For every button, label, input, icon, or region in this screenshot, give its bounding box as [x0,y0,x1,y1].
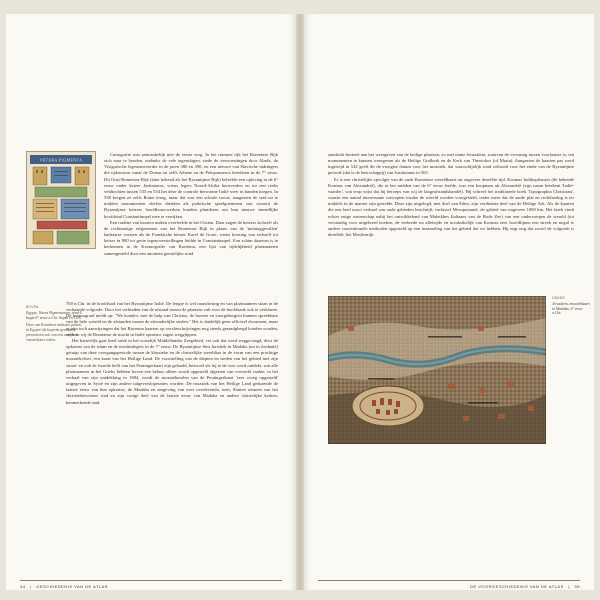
page-number: 35 [574,584,580,589]
caption-label: ONDER [552,296,566,300]
paragraph: Cartografie was aanvankelijk niet de eerste zorg. In het ruimere rijk het Romeinse Rijk zich naar te houden, ondanks de vele tegenslagen, stede de verwoestingen door Alarik, de Visigotische legeraanvoerder in de jaren 380 en 390, en een nieuwe van Slavische indringers die tijdstroom vanaf de Donau en zelfs Athene en de Peloponnesos bereikten in de 7° eeuw. Dit Oost-Romeinse Rijk (later bekend als het Byzantijnse Rijk) beleefde een opleving in de 6° eeuw onder keizer Justinianus, wiens legers Noord-Afrika heroverden en nu een reeks veldtochten tussen 535 en 554 het deze de controle herwonne Italië weer in handen kregen. In 538 kregen ze zelfs Rome terug, maar dat was een schrale troost, aangezien de stad nu te midden monumenten slechts dienden als praktische speelgoemmen van waaruit de Byzantijnse keizers hoofdbouwwerken konden plunderen om hun nieuwe stenedlijke hoofdstad Constantinopel mee te verrijken. [104,152,278,219]
figure-banner-text: VETERA PIGMENTA [39,157,83,163]
paragraph: Een traditie van kaarten maken overleefde in het Oosten. Daar zagen de keizers zichzelf als de rechtmatige erfgenamen van het Romeinse Rijk in plaats van de 'imitaoggevallen' barbaarse vorsten als de Frankische keurer Karel de Grote, wiens kroning van zichzelf tot keizer in 800 tot grote tegenoverstellingen leidde in Constantinopel. Een schim daarvan is te herkennen in de Kosmografie van Ravenna, een lijst van tijdelijkheid plaatsnamen samengesteld door een anoniem geestelijke rond [104,219,278,256]
book-gutter [296,14,304,590]
madaba-mosaic-image [328,296,546,444]
figure-madaba-mosaic [328,296,546,444]
left-lower-text [66,301,278,406]
running-head: DE VOORGESCHIEDENIS VAN DE ATLAS [470,584,564,589]
paragraph: Er is een christelijke opvolger van de oude Romeinse wereldkaart uit ongeveer dezelfde tijd. Kosmas Indikopleustes (de bekende Kosmas van Alexandrië), die in het midden van de 6° eeuw leefde, was een koopman uit Alexandrië (zijn naam betekent 'Indië-vaarder', wat erop wijst dat hij beroeps van wij de langeafstandshandel). Hij schreef het traditionele boek 'Topographia Christiana', waarin een aantal interessante concepten inzake de wereld worden voorgesteld, onder meer dat de aarde plat en rechthoekig is ter middels in de manier zijn gestelde. Deze zijn uitgelegd, met doel van Eden, zijn verdienste deel van de Heilige Ark. Als de kaarten die een heel mooi verhaal van oude gebieden beschrijft, inclusief Mesopotamië, de gebied van ongeveer 1000 km. Het boek vindt echter enige wetenschap nabij het ontwikkelend van Maleikhes Italiaans van de Rode Zee) van een onderwerpen de wereld (tot verstandig voor uitgebreid boeken, de verbrede tot allelzijde en noodzakelijk van Kosmas zeer hoofdlijnen een streek en nogal te andere conventionele methoden opgesteld op een inzameling van het gebied dat we hebben, Hij zegt nog dat zowel de volgorde is dezelfde, het Moslimrijk. [328,176,574,238]
paragraph: aandacht besteed aan het weergeven van de heilige plaatsen, zo met name Jeruzalem, waarvan de versaring tussen voorlaatste is, ten monumenten te kunnen weergeven als de Heilige Grafkerk en de Kerk van Theotokos (of Maria). Aangezien de kaarten pas werd ingewijd in 542 geeft dit de vroegste datum voor het mozaïek, dat waarschijnlijk rond voltooid voor het einde van de Byzantijnse periode (dat is de heerschappij) van Justinianus in 565. [328,152,574,176]
paragraph: 700 n.Chr. in de hoofdstad van het Byzantijnse Italië. De lengte is wel nauwkeurig en van plaatsnamen staan in de verbaande volgorde. Door het verbinden van de afstand tussen de plaatsen valt over de hoofdzaak ook te verklaren. De kosmograaf meldt op: "We konden, met de hulp van Christus, de havens en voorgebergten kunnen spreekbare van de hele wereld en de afstanden tussen de afzonderlijke steden." Het is duidelijk geen officieel document, maar er zijn toch aanwijzingen dat het Ravenna kaarten op oorsbeschrijvingen nog steeds geraadpleegd konden worden, zelfs in wij de Romeinse de macht in Italië opnieuw zagen wegglippen. [66,301,278,337]
page-number: 34 [20,584,26,589]
paragraph: Het kartefeljk gaat hierl sterk in het oostelijk Middellandse Zeegebied, vet ook dat werd weggevaagd, door de opkomst van de islam en de moslimlegers in de 7° eeuw. De Byzantijnse Sint Jorishek in Madaba (nu in Jordanië) getuigt van deze overgangsperiode tussen de klassieke en de christelijke wereldtaa in de vorm van een prachtige mozaïekvloer, een kaart van het Heilige Land. De voorstelling van de diepten en steden van het gebied met zijn straat- en ook de tweede helft van het Peutingerkaart zijn gebaald, bezwoel als hij te de voer werd ontdekt, wat alle plaatsnamen in het Grieks hebben boven een helaas alleen wordt opgesteld afgezien van verwerkt raakte; in het verhaal van zijn ontdekking in 1884, wordt de mozaïekmolen van de Peutingerkaart 'zeer vroeg opgesteld' uitgegeven in Syrië en zijn andere uitgeversloperaties worden. De mozaïek van het Heilige Land gedurende de laatste eeuw van hun opkomst, de Madaba en omgeving van over overlevenda, toen, Sluiten steunen van het christenbewoners stad en zijn vorige deel van de laatste eeuw van Madaba en andere christelijke kerken, kenmerkende stad. [66,337,278,405]
caption-label: BOVEN [26,305,39,309]
caption-sub: Deze van Romeinse militaire posten in Egypte (de kopieën gemaakt) presenteren ook van een complete van militaire orden. [26,323,82,342]
folio-left: 34 | GESCHIEDENIS VAN DE ATLAS [20,584,108,589]
footer-rule [20,580,282,581]
left-upper-text [104,152,278,257]
folio-right: DE VOORGESCHIEDENIS VAN DE ATLAS | 35 [470,584,580,589]
figure-vetera-pigmenta [26,151,96,249]
figure-caption-right [552,296,592,316]
right-text [328,152,574,238]
caption-title: Jerusalem, mozaïekkaart in Madaba, 6° eeuw n.Chr. [552,301,590,316]
left-page [6,14,296,590]
right-page [304,14,594,590]
vetera-pigmenta-illustration [27,152,95,248]
footer-rule [318,580,580,581]
running-head: GESCHIEDENIS VAN DE ATLAS [36,584,108,589]
caption-title: Egypte, Vetera Pigmentorum, rond 6 begin 6° eeuw n.Chr. Stopte en 1530 [26,310,82,320]
